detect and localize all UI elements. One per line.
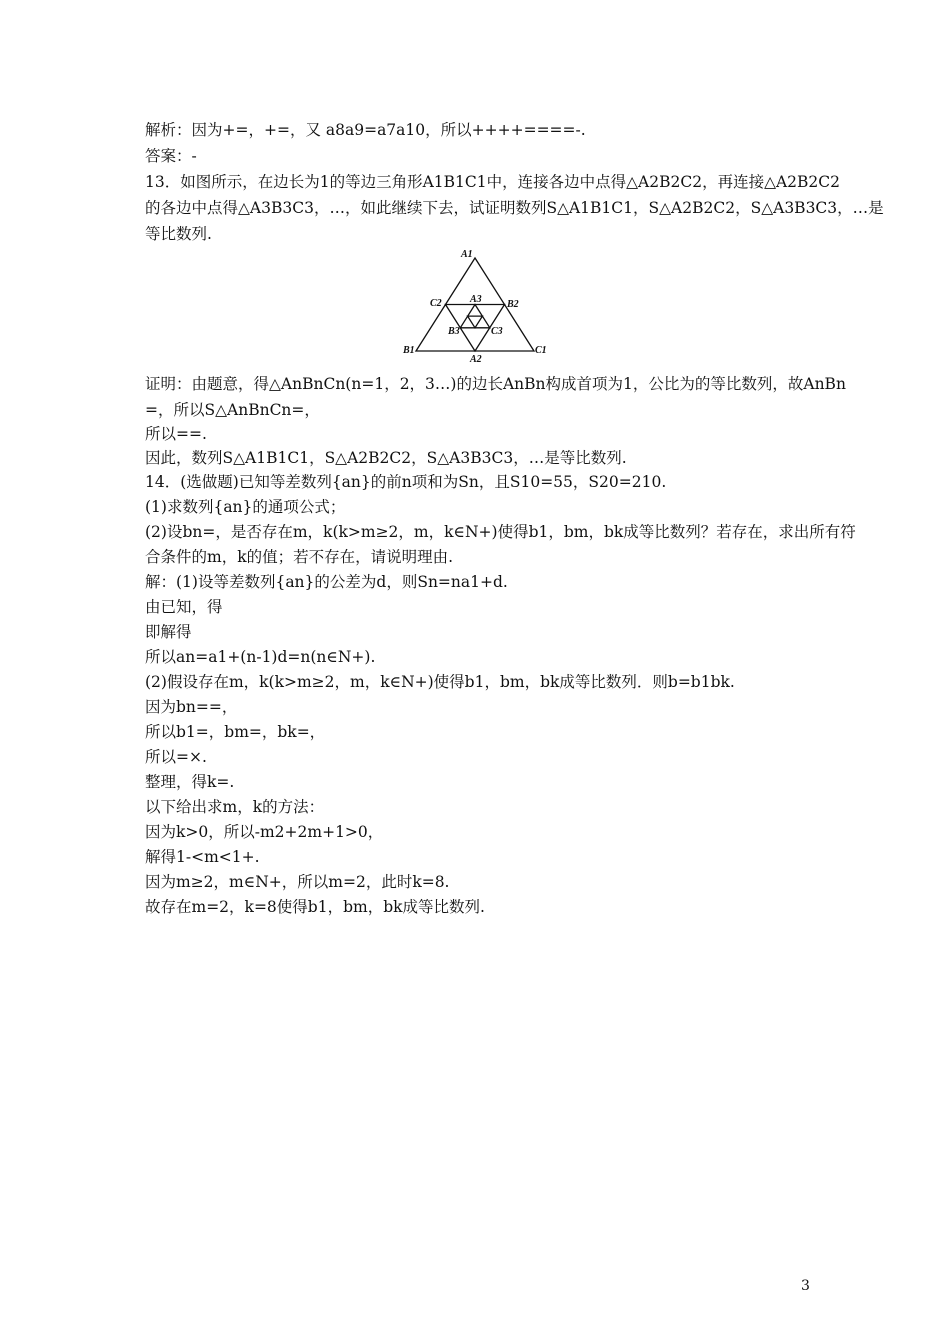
page-number: 3: [801, 1278, 810, 1294]
text-line: 等比数列.: [145, 225, 212, 243]
vertex-label: B1: [403, 345, 415, 356]
text-line: 以下给出求m，k的方法：: [145, 798, 325, 816]
text-line: 因为m≥2，m∈N+，所以m=2，此时k=8.: [145, 873, 450, 891]
text-line: 解：(1)设等差数列{an}的公差为d，则Sn=na1+d.: [145, 573, 508, 591]
text-line: (1)求数列{an}的通项公式；: [145, 498, 346, 516]
text-line: 的各边中点得△A3B3C3，…，如此继续下去，试证明数列S△A1B1C1，S△A2B2C2，S△A3B3C3，…是: [145, 199, 884, 217]
text-line: 故存在m=2，k=8使得b1，bm，bk成等比数列.: [145, 898, 485, 916]
vertex-label: A1: [461, 249, 473, 260]
text-line: 解析：因为+=，+=，又 a8a9=a7a10，所以++++====-.: [145, 121, 586, 139]
text-line: 14．(选做题)已知等差数列{an}的前n项和为Sn，且S10=55，S20=210.: [145, 473, 667, 491]
vertex-label: C3: [491, 326, 503, 337]
text-line: 因为bn==，: [145, 698, 238, 716]
vertex-label: C2: [430, 298, 442, 309]
text-line: =，所以S△AnBnCn=，: [145, 401, 320, 419]
triangle-figure: [400, 247, 550, 367]
text-line: 合条件的m，k的值；若不存在，请说明理由.: [145, 548, 454, 566]
text-line: 13．如图所示，在边长为1的等边三角形A1B1C1中，连接各边中点得△A2B2C2，再连接△A2B2C2: [145, 173, 841, 191]
text-line: 即解得: [145, 623, 192, 641]
text-line: 因此，数列S△A1B1C1，S△A2B2C2，S△A3B3C3，…是等比数列.: [145, 449, 627, 467]
text-line: (2)设bn=，是否存在m，k(k>m≥2，m，k∈N+)使得b1，bm，bk成等比数列？若存在，求出所有符: [145, 523, 856, 541]
text-line: 解得1-<m<1+.: [145, 848, 260, 866]
vertex-label: B2: [507, 299, 519, 310]
text-line: (2)假设存在m，k(k>m≥2，m，k∈N+)使得b1，bm，bk成等比数列．则b=b1bk.: [145, 673, 735, 691]
text-line: 答案：-: [145, 147, 197, 165]
vertex-label: A2: [470, 354, 482, 365]
text-line: 证明：由题意，得△AnBnCn(n=1，2，3…)的边长AnBn构成首项为1，公比为的等比数列，故AnBn: [145, 375, 846, 393]
text-line: 所以==.: [145, 425, 207, 443]
text-line: 因为k>0，所以-m2+2m+1>0，: [145, 823, 384, 841]
text-line: 所以an=a1+(n-1)d=n(n∈N+).: [145, 648, 376, 666]
vertex-label: B3: [448, 326, 460, 337]
text-line: 所以=×.: [145, 748, 207, 766]
text-line: 所以b1=，bm=，bk=，: [145, 723, 326, 741]
text-line: 由已知，得: [145, 598, 223, 616]
text-line: 整理，得k=.: [145, 773, 235, 791]
vertex-label: C1: [535, 345, 547, 356]
vertex-label: A3: [470, 294, 482, 305]
